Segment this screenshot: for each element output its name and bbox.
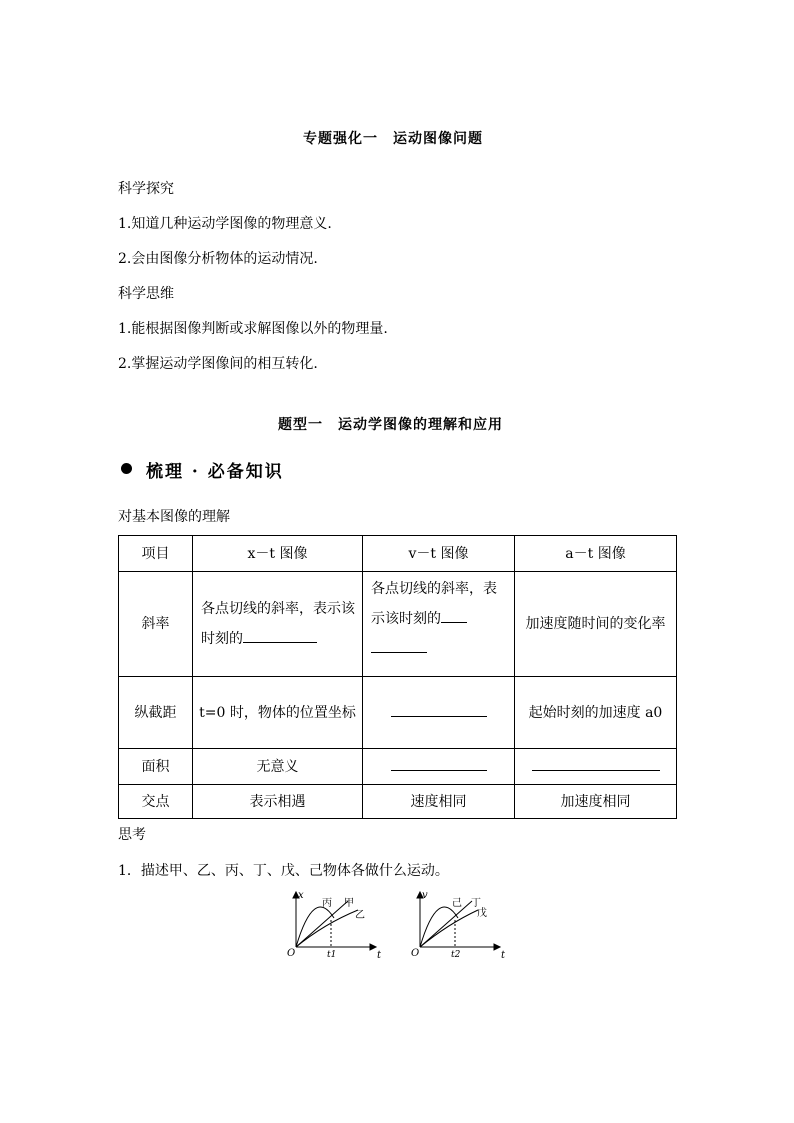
cell-area-at bbox=[515, 749, 677, 785]
basic-graph-table bbox=[118, 535, 677, 819]
vt-graph bbox=[408, 884, 508, 960]
vt-x-label: t bbox=[501, 950, 506, 960]
section-heading: 梳理 · 必备知识 bbox=[146, 462, 284, 482]
cell-area-xt: 无意义 bbox=[193, 749, 363, 785]
goal-heading-inquiry: 科学探究 bbox=[118, 181, 174, 197]
curve-ji bbox=[420, 907, 458, 947]
vt-origin: O bbox=[411, 948, 420, 959]
fill-blank[interactable] bbox=[371, 638, 427, 653]
cell-intersection-at: 加速度相同 bbox=[515, 785, 677, 819]
table-row bbox=[119, 572, 677, 677]
table-row bbox=[119, 749, 677, 785]
fill-blank[interactable] bbox=[243, 628, 317, 643]
curve-yi bbox=[296, 910, 358, 947]
goal-heading-thinking: 科学思维 bbox=[118, 286, 174, 302]
fill-blank[interactable] bbox=[391, 702, 487, 717]
think-label: 思考 bbox=[118, 827, 146, 843]
goal-inquiry-item-1: 1.知道几种运动学图像的物理意义. bbox=[118, 216, 332, 232]
header-at: a－t 图像 bbox=[515, 536, 677, 572]
header-item: 项目 bbox=[119, 536, 193, 572]
row-label-intercept: 纵截距 bbox=[119, 677, 193, 749]
curve-bing bbox=[296, 907, 334, 947]
xt-label-bing: 丙 bbox=[322, 898, 332, 909]
cell-slope-xt bbox=[193, 572, 363, 677]
xt-label-yi: 乙 bbox=[355, 910, 365, 921]
cell-intersection-xt: 表示相遇 bbox=[193, 785, 363, 819]
section-title: 题型一 运动学图像的理解和应用 bbox=[278, 417, 503, 433]
xt-y-label: x bbox=[298, 890, 304, 901]
goal-thinking-item-2: 2.掌握运动学图像间的相互转化. bbox=[118, 356, 318, 372]
row-label-intersection: 交点 bbox=[119, 785, 193, 819]
xt-origin: O bbox=[287, 948, 296, 959]
think-question: 1．描述甲、乙、丙、丁、戊、己物体各做什么运动。 bbox=[118, 863, 449, 879]
vt-label-ding: 丁 bbox=[471, 898, 481, 909]
cell-slope-xt-text: 各点切线的斜率，表示该时刻的 bbox=[201, 601, 355, 647]
cell-intersection-vt: 速度相同 bbox=[363, 785, 515, 819]
cell-slope-vt bbox=[363, 572, 515, 677]
xt-x-label: t bbox=[377, 950, 382, 960]
curve-wu bbox=[420, 910, 478, 947]
table-row bbox=[119, 785, 677, 819]
vt-y-label: v bbox=[422, 890, 428, 901]
page-title: 专题强化一 运动图像问题 bbox=[303, 131, 483, 147]
cell-slope-at: 加速度随时间的变化率 bbox=[515, 572, 677, 677]
fill-blank[interactable] bbox=[391, 756, 487, 771]
cell-intercept-vt bbox=[363, 677, 515, 749]
table-caption: 对基本图像的理解 bbox=[118, 509, 230, 525]
cell-area-vt bbox=[363, 749, 515, 785]
bullet-icon bbox=[121, 463, 132, 474]
fill-blank[interactable] bbox=[441, 608, 467, 623]
cell-slope-vt-text: 各点切线的斜率，表示该时刻的 bbox=[371, 581, 497, 627]
cell-intercept-at: 起始时刻的加速度 a0 bbox=[515, 677, 677, 749]
row-label-slope: 斜率 bbox=[119, 572, 193, 677]
vt-t-mark: t2 bbox=[451, 950, 461, 960]
table-row bbox=[119, 677, 677, 749]
header-xt: x－t 图像 bbox=[193, 536, 363, 572]
table-header-row bbox=[119, 536, 677, 572]
xt-graph bbox=[284, 884, 384, 960]
vt-label-ji: 己 bbox=[452, 898, 462, 909]
cell-intercept-xt: t=0 时，物体的位置坐标 bbox=[193, 677, 363, 749]
xt-t-mark: t1 bbox=[327, 950, 337, 960]
fill-blank[interactable] bbox=[532, 756, 660, 771]
row-label-area: 面积 bbox=[119, 749, 193, 785]
goal-thinking-item-1: 1.能根据图像判断或求解图像以外的物理量. bbox=[118, 321, 388, 337]
xt-label-jia: 甲 bbox=[344, 898, 354, 909]
header-vt: v－t 图像 bbox=[363, 536, 515, 572]
vt-label-wu: 戊 bbox=[477, 908, 487, 919]
goal-inquiry-item-2: 2.会由图像分析物体的运动情况. bbox=[118, 251, 318, 267]
